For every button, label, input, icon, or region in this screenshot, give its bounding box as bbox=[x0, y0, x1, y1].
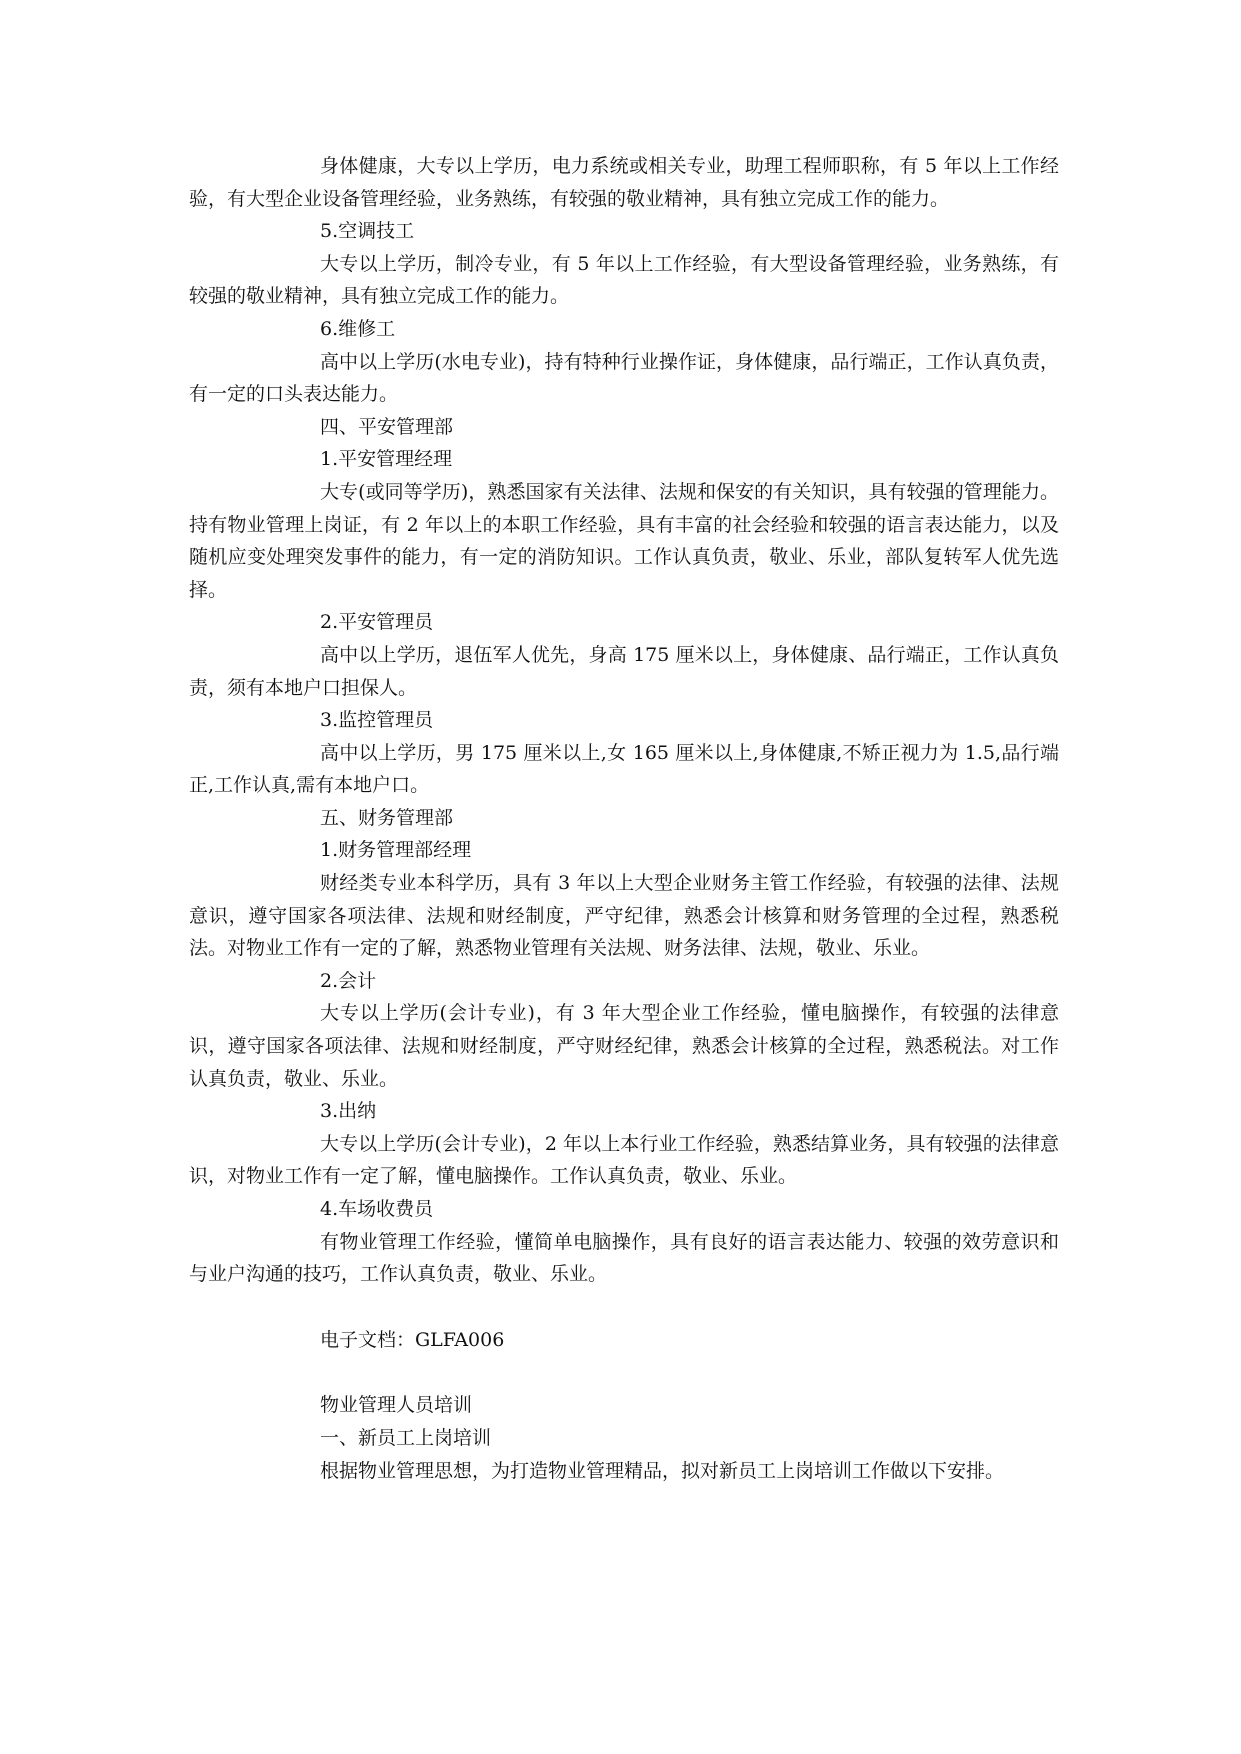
spacer bbox=[189, 1356, 1059, 1389]
document-code: 电子文档：GLFA006 bbox=[320, 1328, 505, 1351]
heading-cashier: 3.出纳 bbox=[320, 1100, 377, 1123]
heading-repair-worker: 6.维修工 bbox=[320, 317, 396, 340]
paragraph-new-staff-training: 根据物业管理思想，为打造物业管理精品，拟对新员工上岗培训工作做以下安排。 bbox=[320, 1459, 1005, 1482]
heading-new-staff-training: 一、新员工上岗培训 bbox=[320, 1426, 492, 1449]
paragraph-parking-collector: 有物业管理工作经验，懂简单电脑操作，具有良好的语言表达能力、较强的效劳意识和与业户沟通的技巧，工作认真负责，敬业、乐业。 bbox=[189, 1230, 1059, 1286]
paragraph-electrical-requirements: 身体健康，大专以上学历，电力系统或相关专业，助理工程师职称，有 5 年以上工作经验，有大型企业设备管理经验，业务熟练，有较强的敬业精神，具有独立完成工作的能力。 bbox=[189, 155, 1059, 210]
heading-monitoring-staff: 3.监控管理员 bbox=[320, 709, 434, 732]
paragraph-finance-manager: 财经类专业本科学历，具有 3 年以上大型企业财务主管工作经验，有较强的法律、法规意识，遵守国家各项法律、法规和财经制度，严守纪律，熟悉会计核算和财务管理的全过程，熟悉税法。对物业工作有一定的了解，熟悉物业管理有关法规、财务法律、法规，敬业、乐业。 bbox=[189, 872, 1059, 960]
heading-accountant: 2.会计 bbox=[320, 969, 377, 992]
spacer bbox=[189, 1291, 1059, 1324]
paragraph-accountant: 大专以上学历(会计专业)，有 3 年大型企业工作经验，懂电脑操作，有较强的法律意识，遵守国家各项法律、法规和财经制度，严守财经纪律，熟悉会计核算的全过程，熟悉税法。对工作认真负责，敬业、乐业。 bbox=[189, 1002, 1059, 1090]
document-body bbox=[189, 150, 1059, 1487]
paragraph-monitoring-staff: 高中以上学历，男 175 厘米以上,女 165 厘米以上,身体健康,不矫正视力为 1.5,品行端正,工作认真,需有本地户口。 bbox=[189, 741, 1059, 797]
paragraph-ac-technician: 大专以上学历，制冷专业，有 5 年以上工作经验，有大型设备管理经验，业务熟练，有较强的敬业精神，具有独立完成工作的能力。 bbox=[189, 252, 1059, 308]
heading-finance-department: 五、财务管理部 bbox=[320, 806, 454, 829]
paragraph-cashier: 大专以上学历(会计专业)，2 年以上本行业工作经验，熟悉结算业务，具有较强的法律意识，对物业工作有一定了解，懂电脑操作。工作认真负责，敬业、乐业。 bbox=[189, 1132, 1059, 1188]
paragraph-security-staff: 高中以上学历，退伍军人优先，身高 175 厘米以上，身体健康、品行端正，工作认真负责，须有本地户口担保人。 bbox=[189, 643, 1059, 699]
heading-security-department: 四、平安管理部 bbox=[320, 415, 454, 438]
heading-finance-manager: 1.财务管理部经理 bbox=[320, 839, 472, 862]
paragraph-security-manager: 大专(或同等学历)，熟悉国家有关法律、法规和保安的有关知识，具有较强的管理能力。持有物业管理上岗证，有 2 年以上的本职工作经验，具有丰富的社会经验和较强的语言表达能力，以及随机应变处理突发事件的能力，有一定的消防知识。工作认真负责，敬业、乐业，部队复转军人优先选择。 bbox=[189, 480, 1059, 601]
heading-security-manager: 1.平安管理经理 bbox=[320, 448, 453, 471]
paragraph-repair-worker: 高中以上学历(水电专业)，持有特种行业操作证，身体健康，品行端正，工作认真负责，有一定的口头表达能力。 bbox=[189, 350, 1059, 406]
heading-ac-technician: 5.空调技工 bbox=[320, 220, 415, 243]
heading-security-staff: 2.平安管理员 bbox=[320, 611, 434, 634]
heading-parking-collector: 4.车场收费员 bbox=[320, 1198, 434, 1220]
section-title-training: 物业管理人员培训 bbox=[320, 1394, 473, 1417]
